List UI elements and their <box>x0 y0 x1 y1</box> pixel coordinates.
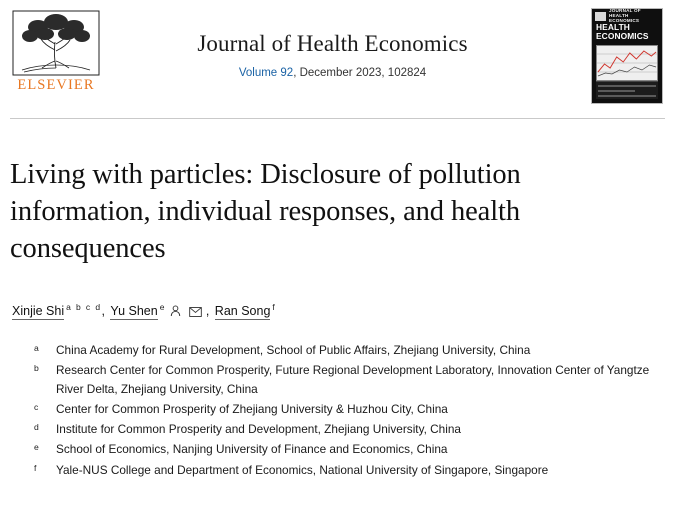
affiliation-mark: a <box>34 342 39 353</box>
author-item <box>12 304 110 318</box>
header-divider <box>10 118 665 119</box>
affiliation-mark: f <box>34 462 37 473</box>
affiliation-mark: d <box>34 422 39 433</box>
author-item <box>110 304 214 318</box>
journal-title-block <box>110 30 555 79</box>
issue-meta-text: , December 2023, 102824 <box>293 66 427 79</box>
envelope-icon[interactable] <box>189 307 202 317</box>
affiliation-mark: e <box>34 442 39 453</box>
journal-issue-meta <box>110 67 555 79</box>
affiliation-text: Research Center for Common Prosperity, Future Regional Development Laboratory, Innovation Center of Yangtze River Delta, Zhejiang University, China <box>56 363 650 396</box>
journal-title: Journal of Health Economics <box>197 31 468 56</box>
affiliation-row <box>34 400 659 418</box>
cover-chart-icon <box>597 46 657 80</box>
affiliation-mark: c <box>34 401 39 412</box>
author-affiliation-marks: a b c d <box>66 302 102 313</box>
journal-cover-thumbnail[interactable] <box>591 8 663 104</box>
cover-topbar <box>595 8 659 23</box>
cover-footer <box>596 81 658 99</box>
cover-figure-image <box>596 45 658 81</box>
affiliation-text: China Academy for Rural Development, School of Public Affairs, Zhejiang University, China <box>56 342 531 357</box>
author-name[interactable]: Yu Shen <box>110 304 158 319</box>
affiliation-row <box>34 361 659 398</box>
affiliation-row <box>34 440 659 458</box>
affiliation-text: Center for Common Prosperity of Zhejiang University & Huzhou City, China <box>56 401 448 416</box>
person-icon[interactable] <box>170 305 181 317</box>
author-affiliation-marks: e <box>159 302 166 313</box>
affiliation-text: School of Economics, Nanjing University of Finance and Economics, China <box>56 442 448 457</box>
author-name[interactable]: Xinjie Shi <box>12 304 65 319</box>
affiliation-text: Institute for Common Prosperity and Development, Zhejiang University, China <box>56 422 461 437</box>
affiliation-list <box>0 321 675 479</box>
author-separator: , <box>205 304 210 319</box>
elsevier-logo[interactable] <box>10 10 102 102</box>
affiliation-row <box>34 420 659 438</box>
cover-journal-name: JOURNAL OF HEALTH ECONOMICS <box>609 8 641 23</box>
author-separator: , <box>101 304 105 319</box>
elsevier-wordmark: ELSEVIER <box>17 77 95 93</box>
affiliation-row <box>34 341 659 359</box>
page-title: Living with particles: Disclosure of pollution information, individual responses, and health consequences <box>10 159 521 265</box>
affiliation-mark: b <box>34 363 39 374</box>
elsevier-tree-icon <box>12 10 100 76</box>
volume-link[interactable]: Volume 92 <box>238 66 294 79</box>
cover-elsevier-mark-icon <box>595 12 606 21</box>
author-name[interactable]: Ran Song <box>214 304 271 319</box>
author-list <box>0 286 675 321</box>
affiliation-text: Yale-NUS College and Department of Economics, National University of Singapore, Singapore <box>56 462 549 477</box>
author-item <box>215 304 276 318</box>
journal-header <box>0 0 675 112</box>
affiliation-row <box>34 461 659 479</box>
author-affiliation-marks: f <box>272 302 277 313</box>
cover-title-text: HEALTH ECONOMICS <box>596 22 649 41</box>
